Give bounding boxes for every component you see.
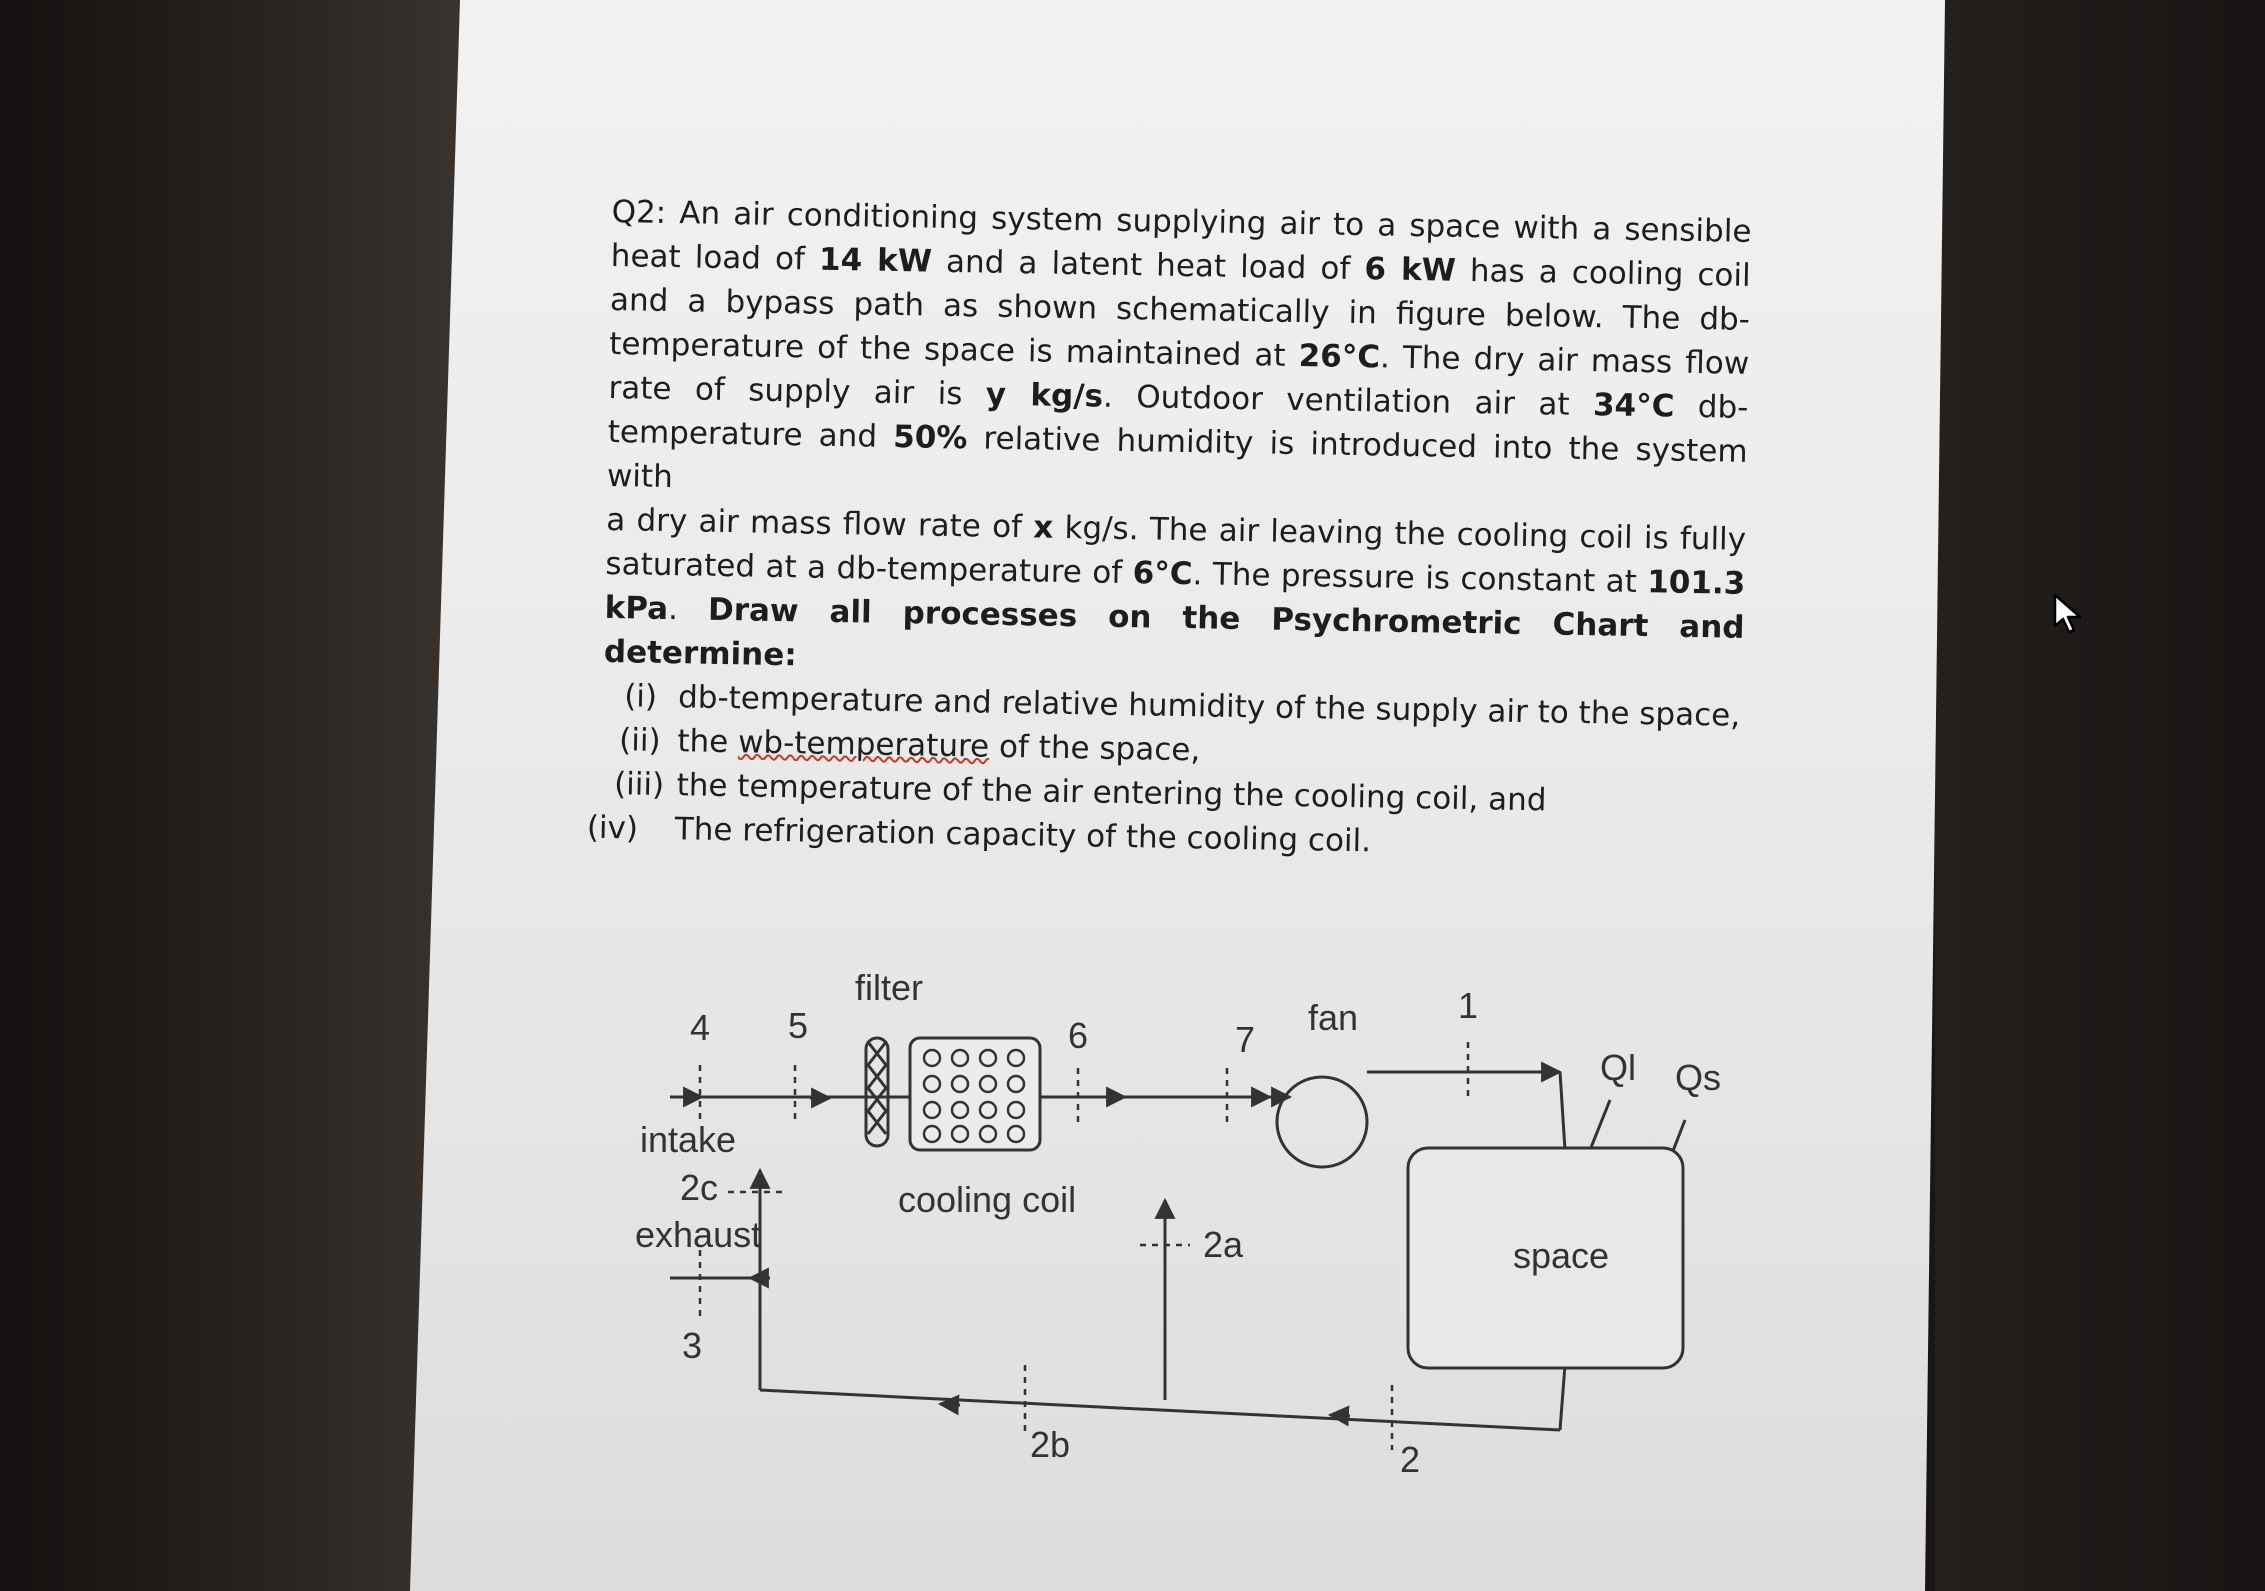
item-text: The refrigeration capacity of the cooling coil.	[674, 811, 1372, 860]
item-text: the temperature of the air entering the cooling coil, and	[676, 767, 1547, 819]
item-number: (iii)	[613, 766, 665, 803]
label-space: space	[1513, 1235, 1610, 1276]
filter-element	[866, 1038, 888, 1146]
label-state-2a: 2a	[1203, 1224, 1244, 1265]
fan-icon	[1277, 1077, 1367, 1167]
return-duct	[760, 1390, 1560, 1430]
schematic-diagram	[610, 960, 1760, 1480]
question-items	[586, 674, 1743, 870]
label-state-2b: 2b	[1030, 1424, 1071, 1465]
item-number: (ii)	[618, 722, 661, 759]
fan	[1277, 1072, 1410, 1167]
return-arrow-left	[940, 1404, 960, 1405]
label-state-6: 6	[1068, 1015, 1089, 1056]
question-block	[586, 190, 1752, 870]
return-drop	[1560, 1365, 1565, 1430]
item-number: (iv)	[586, 809, 639, 847]
label-latent-load: Ql	[1600, 1047, 1636, 1088]
label-intake: intake	[640, 1119, 737, 1160]
question-paragraph-1: Q2: An air conditioning system supplying air to a space with a sensible heat load of 14 kW and a latent heat load of 6 kW has a cooling coil and a bypass path as shown schematically in figure below. The db-temperature of the space is maintained at 26°C. The dry air mass flow rate of supply air is y kg/s. Outdoor ventilation air at 34°C db-temperature and 50% relative humidity is introduced into the system with	[606, 193, 1752, 496]
label-exhaust: exhaust	[635, 1214, 762, 1255]
background-left	[0, 0, 470, 1591]
item-text: db-temperature and relative humidity of the supply air to the space,	[677, 679, 1741, 734]
mouse-pointer-icon	[2052, 592, 2086, 636]
label-state-4: 4	[690, 1007, 711, 1048]
filter-mesh-2	[868, 1042, 886, 1134]
label-state-7: 7	[1235, 1019, 1256, 1060]
cooling-coil-icon	[910, 1038, 1040, 1150]
schematic-svg	[610, 960, 1760, 1480]
label-sensible-load: Qs	[1675, 1057, 1722, 1098]
label-state-1: 1	[1458, 985, 1479, 1026]
return-arrow-right	[1330, 1415, 1350, 1416]
label-state-2c: 2c	[680, 1167, 719, 1208]
label-state-5: 5	[788, 1005, 809, 1046]
item-number: (i)	[623, 678, 658, 715]
label-filter: filter	[855, 967, 924, 1008]
item-text: the wb-temperature of the space,	[677, 723, 1201, 769]
label-cooling-coil: cooling coil	[898, 1179, 1077, 1220]
question-paragraph-2: a dry air mass flow rate of x kg/s. The air leaving the cooling coil is fully saturated at a db-temperature of 6°C. The pressure is constant at 101.3 kPa. Draw all processes on the Psychrometric Chart and determine:	[603, 501, 1747, 674]
station-markers	[700, 1042, 1468, 1450]
label-fan: fan	[1308, 997, 1359, 1038]
background-right	[1935, 0, 2265, 1591]
supply-drop	[1560, 1072, 1565, 1150]
cooling-coil	[910, 1038, 1040, 1150]
label-state-3: 3	[682, 1325, 703, 1366]
label-state-2: 2	[1400, 1439, 1421, 1480]
